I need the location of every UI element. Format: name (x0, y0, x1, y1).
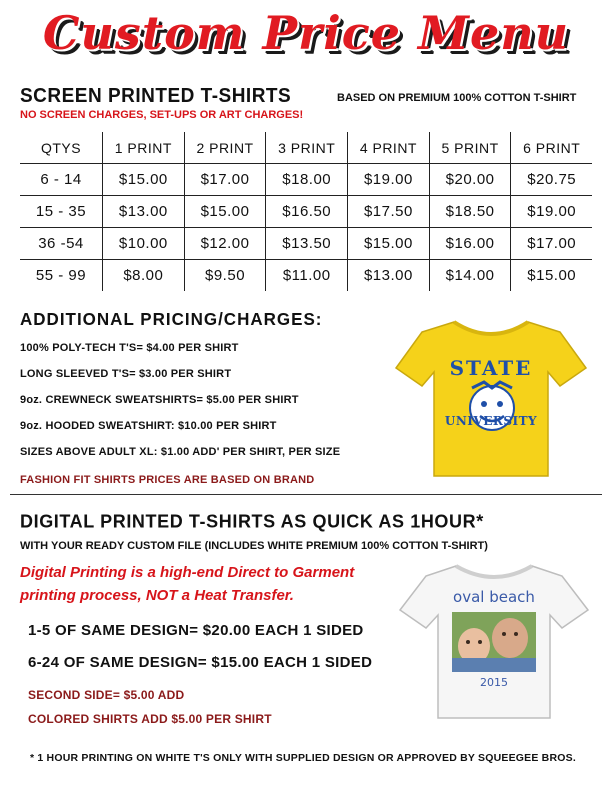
price-cell: $19.00 (348, 164, 430, 196)
screen-subheading: BASED ON PREMIUM 100% COTTON T-SHIRT (337, 92, 577, 104)
header-1-print: 1 PRINT (103, 132, 185, 164)
digital-extra-2: COLORED SHIRTS ADD $5.00 PER SHIRT (28, 712, 272, 726)
qty-cell: 15 - 35 (20, 196, 103, 228)
digital-extra-1: SECOND SIDE= $5.00 ADD (28, 688, 185, 702)
digital-price-1: 1-5 OF SAME DESIGN= $20.00 EACH 1 SIDED (28, 622, 364, 639)
digital-description-1: Digital Printing is a high-end Direct to Garment (20, 564, 355, 581)
price-cell: $13.00 (103, 196, 185, 228)
header-5-print: 5 PRINT (429, 132, 511, 164)
price-cell: $15.00 (184, 196, 266, 228)
digital-subheading: WITH YOUR READY CUSTOM FILE (INCLUDES WHITE PREMIUM 100% COTTON T-SHIRT) (20, 540, 488, 552)
table-row (20, 164, 592, 196)
price-cell: $14.00 (429, 260, 511, 292)
table-row (20, 260, 592, 292)
year-text: 2015 (480, 676, 508, 689)
screen-note: NO SCREEN CHARGES, SET-UPS OR ART CHARGES! (20, 109, 304, 121)
qty-cell: 36 -54 (20, 228, 103, 260)
page-title: Custom Price Menu (42, 6, 570, 60)
header-2-print: 2 PRINT (184, 132, 266, 164)
price-cell: $11.00 (266, 260, 348, 292)
header-qtys: QTYS (20, 132, 103, 164)
price-cell: $17.50 (348, 196, 430, 228)
table-row (20, 228, 592, 260)
oval-beach-text: oval beach (453, 588, 535, 606)
price-cell: $20.75 (511, 164, 592, 196)
additional-item: 9oz. CREWNECK SWEATSHIRTS= $5.00 PER SHIRT (20, 394, 299, 406)
digital-heading: DIGITAL PRINTED T-SHIRTS AS QUICK AS 1HOUR* (20, 510, 484, 532)
price-cell: $8.00 (103, 260, 185, 292)
price-cell: $17.00 (511, 228, 592, 260)
additional-item: LONG SLEEVED T'S= $3.00 PER SHIRT (20, 368, 232, 380)
table-row (20, 196, 592, 228)
price-cell: $19.00 (511, 196, 592, 228)
digital-price-2: 6-24 OF SAME DESIGN= $15.00 EACH 1 SIDED (28, 654, 373, 671)
price-cell: $10.00 (103, 228, 185, 260)
state-university-shirt-image (392, 316, 590, 482)
price-cell: $9.50 (184, 260, 266, 292)
additional-item: 9oz. HOODED SWEATSHIRT: $10.00 PER SHIRT (20, 420, 277, 432)
fashion-note: FASHION FIT SHIRTS PRICES ARE BASED ON BRAND (20, 474, 315, 486)
price-cell: $18.50 (429, 196, 511, 228)
price-cell: $15.00 (527, 267, 577, 284)
price-cell: $17.00 (184, 164, 266, 196)
additional-heading: ADDITIONAL PRICING/CHARGES: (20, 309, 323, 330)
additional-item: SIZES ABOVE ADULT XL: $1.00 ADD' PER SHIRT, PER SIZE (20, 446, 341, 458)
price-cell: $13.50 (266, 228, 348, 260)
university-text: UNIVERSITY (444, 414, 538, 428)
oval-beach-shirt-image (396, 560, 592, 724)
price-cell: $13.00 (348, 260, 430, 292)
section-divider (10, 494, 602, 495)
additional-item: 100% POLY-TECH T'S= $4.00 PER SHIRT (20, 342, 239, 354)
price-cell: $16.50 (266, 196, 348, 228)
price-cell: $18.00 (266, 164, 348, 196)
qty-cell: 55 - 99 (20, 260, 103, 292)
price-cell: $16.00 (429, 228, 511, 260)
digital-description-2: printing process, NOT a Heat Transfer. (20, 587, 294, 604)
header-3-print: 3 PRINT (266, 132, 348, 164)
qty-cell: 6 - 14 (20, 164, 103, 196)
header-4-print: 4 PRINT (348, 132, 430, 164)
price-table (20, 132, 592, 291)
table-header-row (20, 132, 592, 164)
header-6-print: 6 PRINT (511, 132, 592, 164)
price-cell: $15.00 (103, 164, 185, 196)
state-text: STATE (449, 356, 533, 380)
price-cell: $12.00 (184, 228, 266, 260)
price-cell: $15.00 (348, 228, 430, 260)
screen-heading: SCREEN PRINTED T-SHIRTS (20, 85, 292, 108)
price-cell: $20.00 (429, 164, 511, 196)
footnote: * 1 HOUR PRINTING ON WHITE T'S ONLY WITH SUPPLIED DESIGN OR APPROVED BY SQUEEGEE BROS. (30, 752, 576, 764)
